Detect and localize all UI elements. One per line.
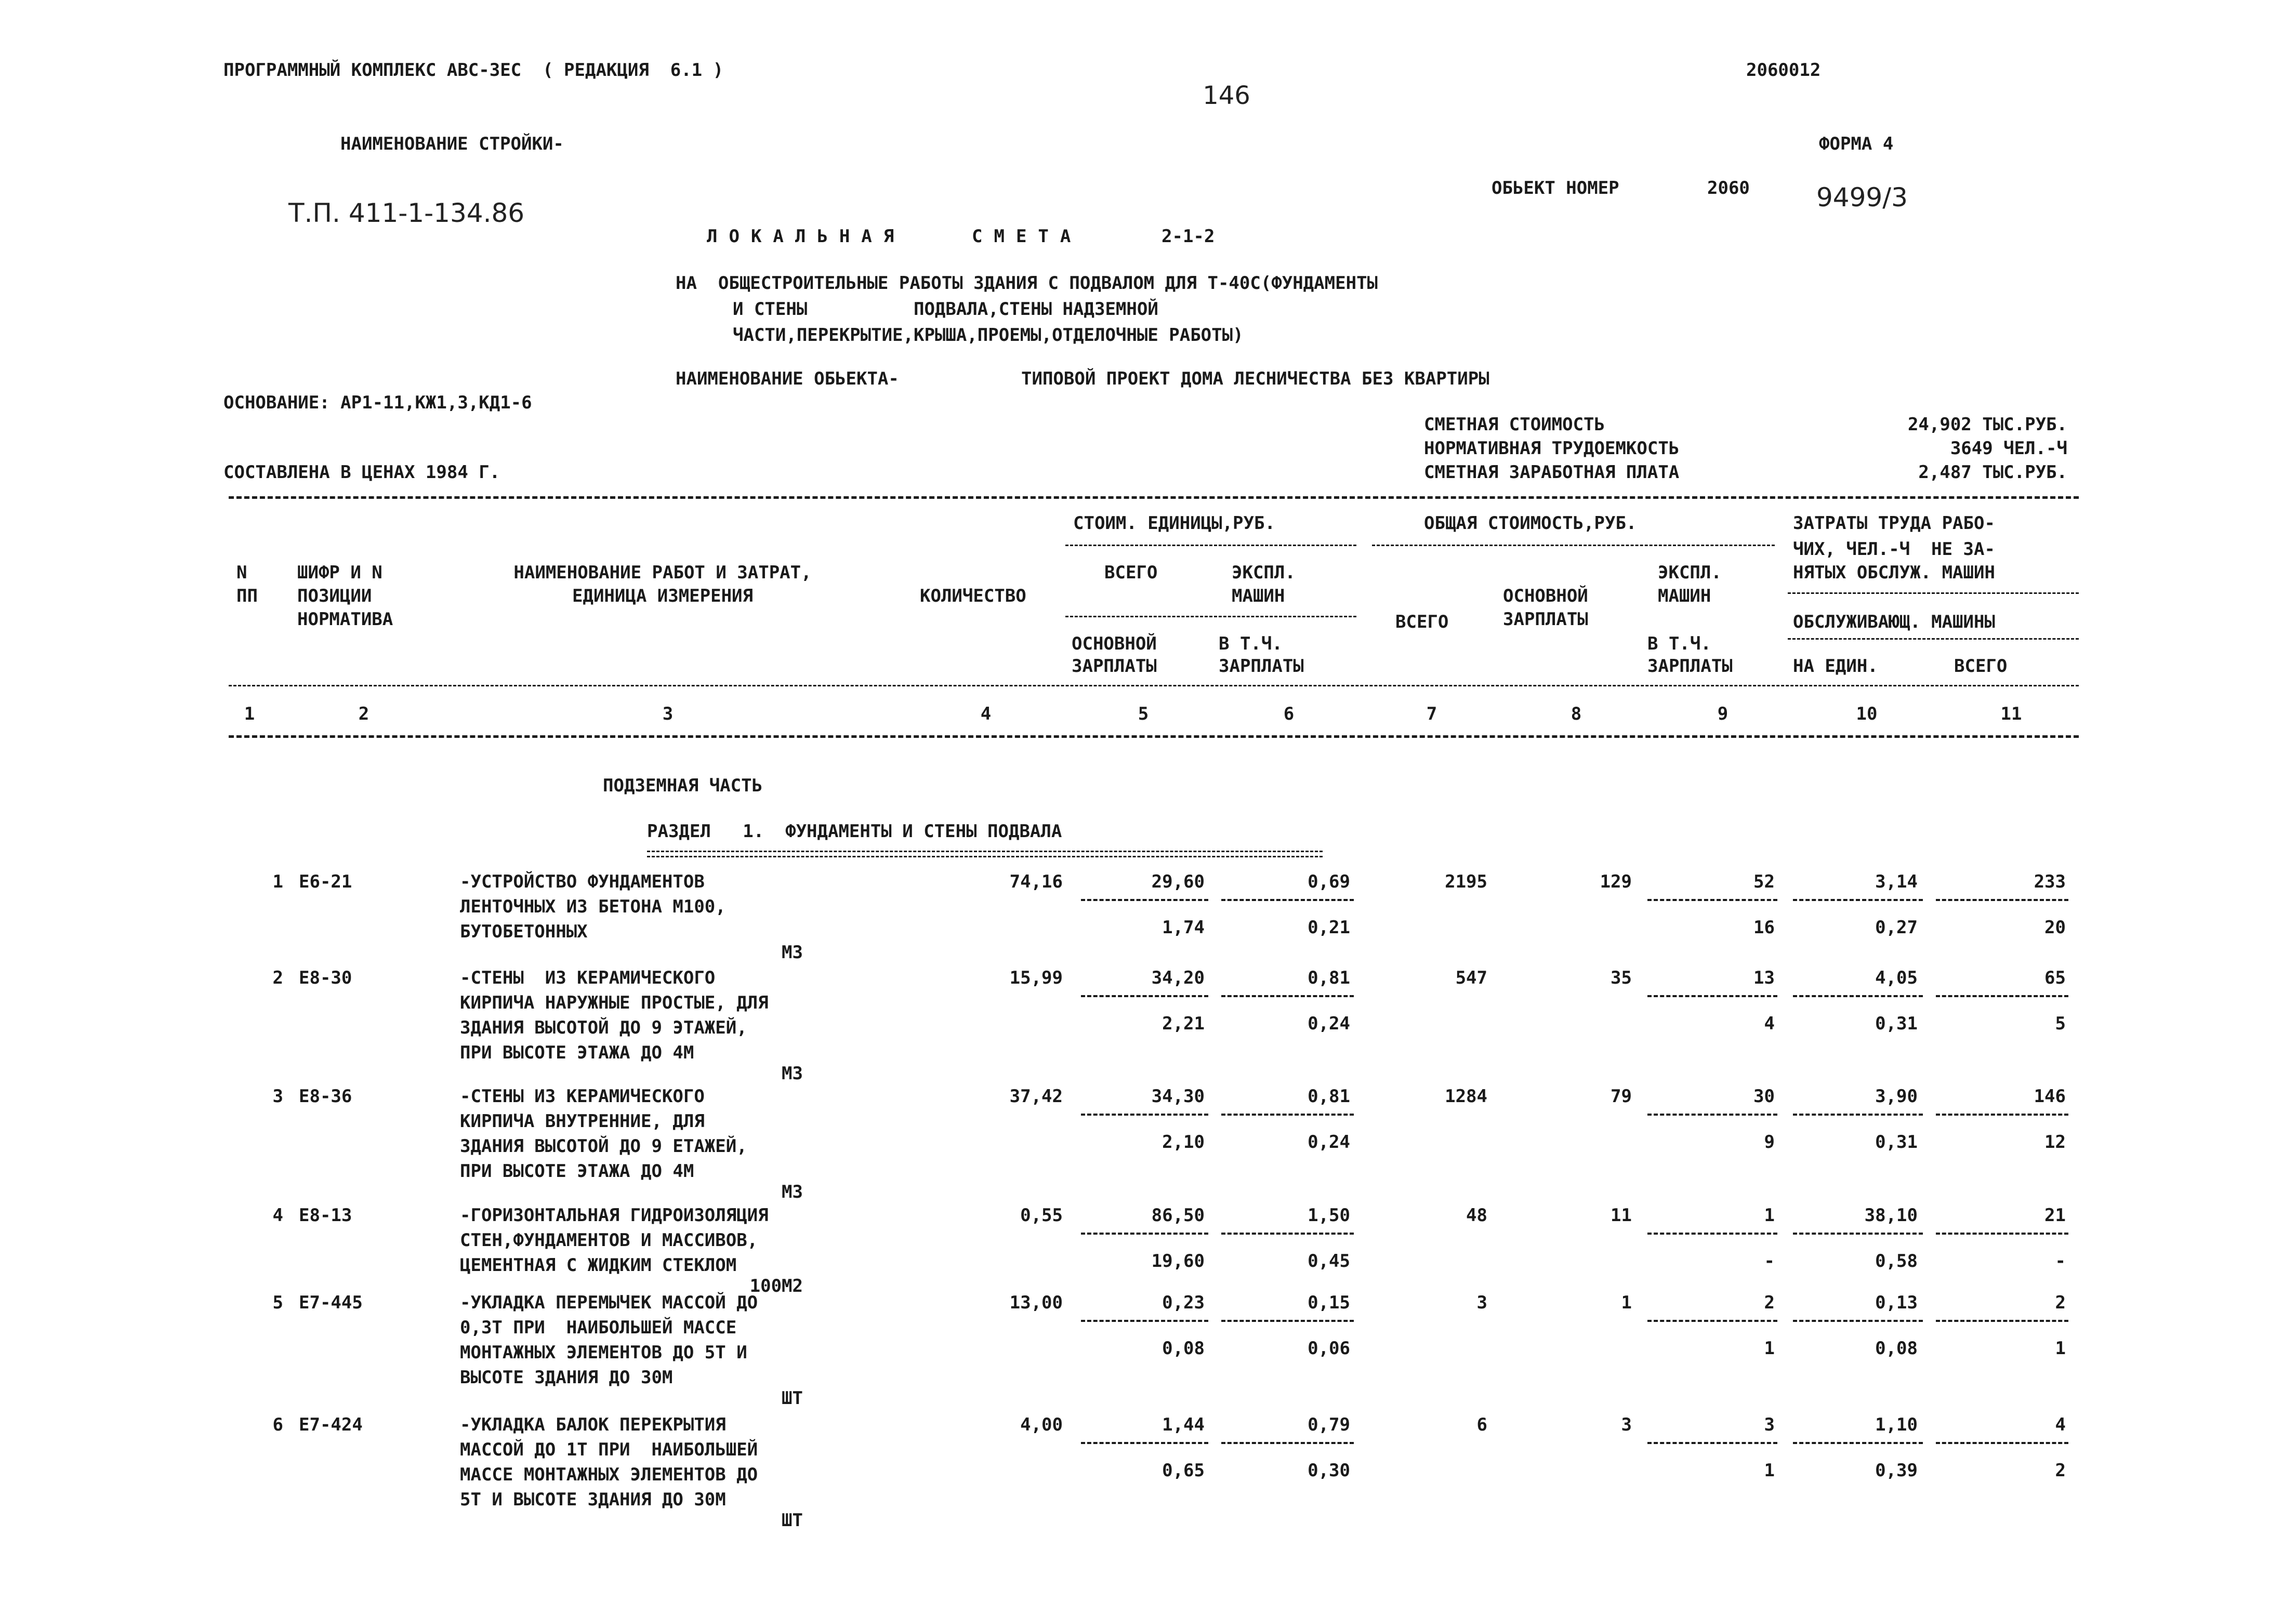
labor-divider [1788,592,2079,594]
section-title: РАЗДЕЛ 1. ФУНДАМЕНТЫ И СТЕНЫ ПОДВАЛА [647,821,1062,842]
row-divider [1936,899,2068,901]
work-description-line-1: НА ОБЩЕСТРОИТЕЛЬНЫЕ РАБОТЫ ЗДАНИЯ С ПОДВАЛОМ ДЛЯ Т-40С(ФУНДАМЕНТЫ [676,273,1378,294]
document-code: 2060012 [1746,60,1821,81]
col-2-line-3: НОРМАТИВА [297,609,393,630]
col-number-4: 4 [980,704,992,724]
row-name-line: ЦЕМЕНТНАЯ С ЖИДКИМ СТЕКЛОМ [460,1255,737,1276]
document-title: ЛОКАЛЬНАЯ [707,226,906,247]
col-1-line-2: ПП [236,586,258,606]
row-divider [1936,1320,2068,1322]
col-number-1: 1 [244,704,255,724]
form-number: ФОРМА 4 [1819,134,1894,154]
row-quantity: 0,55 [1020,1205,1063,1226]
row-number: 3 [272,1086,283,1107]
row-machine-total: 1 [2055,1338,2066,1359]
work-description-line-2: И СТЕНЫ ПОДВАЛА,СТЕНЫ НАДЗЕМНОЙ [733,299,1158,320]
object-name-label: НАИМЕНОВАНИЕ ОБЬЕКТА- [676,368,899,389]
labor-divider-2 [1788,638,2079,640]
col-2-line-1: ШИФР И N [297,562,382,583]
object-name: ТИПОВОЙ ПРОЕКТ ДОМА ЛЕСНИЧЕСТВА БЕЗ КВАРТИРЫ [1021,368,1489,389]
total-value-1: 24,902 ТЫС.РУБ. [1907,414,2067,435]
unit-cost-expl-2: МАШИН [1232,586,1285,606]
row-labor-total: 146 [2034,1086,2066,1107]
unit-cost-group: СТОИМ. ЕДИНИЦЫ,РУБ. [1073,513,1275,534]
total-expl-2: МАШИН [1658,586,1711,606]
row-code: Е8-30 [299,968,352,988]
total-value-3: 2,487 ТЫС.РУБ. [1918,462,2067,483]
row-divider [1793,1233,1923,1235]
row-unit: 100М2 [749,1276,803,1296]
unit-incl-2: ЗАРПЛАТЫ [1219,656,1304,677]
row-unit-expl: 0,81 [1308,968,1350,988]
col-number-9: 9 [1717,704,1728,724]
row-unit-total: 86,50 [1151,1205,1205,1226]
row-labor-total: 21 [2044,1205,2066,1226]
row-expl: 13 [1753,968,1775,988]
header-rule-top [229,496,2079,499]
row-name-line: КИРПИЧА ВНУТРЕННИЕ, ДЛЯ [460,1111,705,1132]
row-divider [1221,1320,1354,1322]
row-divider [1936,1442,2068,1444]
row-divider [1081,1114,1208,1116]
row-labor-unit: 0,13 [1875,1292,1918,1313]
row-unit-wages: 0,65 [1162,1460,1205,1481]
row-wages: 129 [1600,871,1632,892]
row-unit: ШТ [782,1510,803,1531]
row-machine-unit: 0,31 [1875,1132,1918,1153]
estimate-number: 2-1-2 [1162,226,1215,247]
row-total: 3 [1476,1292,1487,1313]
row-unit-expl: 0,15 [1308,1292,1350,1313]
row-wages: 79 [1611,1086,1632,1107]
row-quantity: 15,99 [1009,968,1063,988]
row-divider [1793,995,1923,997]
labor-line-2: ЧИХ, ЧЕЛ.-Ч НЕ ЗА- [1793,539,1995,560]
row-name-line: МОНТАЖНЫХ ЭЛЕМЕНТОВ ДО 5Т И [460,1342,747,1363]
row-divider [1936,1114,2068,1116]
col-number-11: 11 [2000,704,2022,724]
unit-cost-divider-2 [1065,616,1356,617]
total-cost-divider [1372,545,1775,546]
row-name-line: ЗДАНИЯ ВЫСОТОЙ ДО 9 ЭТАЖЕЙ, [460,1017,747,1038]
row-divider [1647,899,1777,901]
row-name-line: 5Т И ВЫСОТЕ ЗДАНИЯ ДО 30М [460,1489,726,1510]
row-unit-total: 1,44 [1162,1414,1205,1435]
row-expl-wages: 16 [1753,917,1775,938]
construction-name-label: НАИМЕНОВАНИЕ СТРОЙКИ- [340,134,564,154]
col-1-line-1: N [236,562,247,583]
row-unit-expl: 1,50 [1308,1205,1350,1226]
row-divider [1081,1320,1208,1322]
row-name-line: ВЫСОТЕ ЗДАНИЯ ДО 30М [460,1367,673,1388]
row-machine-total: 12 [2044,1132,2066,1153]
row-code: Е7-424 [299,1414,363,1435]
row-name-line: СТЕН,ФУНДАМЕНТОВ И МАССИВОВ, [460,1230,758,1251]
row-quantity: 13,00 [1009,1292,1063,1313]
row-name-line: МАССОЙ ДО 1Т ПРИ НАИБОЛЬШЕЙ [460,1439,758,1460]
row-name-line: ЛЕНТОЧНЫХ ИЗ БЕТОНА М100, [460,896,726,917]
row-name-line: -УКЛАДКА БАЛОК ПЕРЕКРЫТИЯ [460,1414,726,1435]
row-labor-total: 2 [2055,1292,2066,1313]
row-unit-wages: 2,21 [1162,1013,1205,1034]
row-unit: ШТ [782,1388,803,1409]
total-wages-2: ЗАРПЛАТЫ [1503,609,1588,630]
row-code: Е6-21 [299,871,352,892]
row-machine-unit: 0,31 [1875,1013,1918,1034]
row-unit-expl: 0,79 [1308,1414,1350,1435]
row-unit-wages-incl: 0,24 [1308,1013,1350,1034]
total-label-1: СМЕТНАЯ СТОИМОСТЬ [1424,414,1605,435]
row-code: Е8-13 [299,1205,352,1226]
row-machine-unit: 0,27 [1875,917,1918,938]
row-expl: 2 [1764,1292,1775,1313]
row-divider [1647,1233,1777,1235]
row-divider [1793,1320,1923,1322]
page-number: 146 [1203,81,1250,110]
unit-cost-divider [1065,545,1356,546]
row-divider [1081,995,1208,997]
row-divider [1647,995,1777,997]
row-name-line: 0,3Т ПРИ НАИБОЛЬШЕЙ МАССЕ [460,1317,737,1338]
row-divider [1221,995,1354,997]
row-wages: 1 [1621,1292,1632,1313]
row-divider [1936,1233,2068,1235]
row-name-line: ПРИ ВЫСОТЕ ЭТАЖА ДО 4М [460,1042,694,1063]
row-labor-unit: 3,14 [1875,871,1918,892]
row-wages: 35 [1611,968,1632,988]
row-total: 2195 [1445,871,1487,892]
row-expl-wages: 4 [1764,1013,1775,1034]
row-machine-total: 5 [2055,1013,2066,1034]
total-incl-1: В Т.Ч. [1647,633,1711,654]
row-unit-wages: 2,10 [1162,1132,1205,1153]
row-labor-total: 65 [2044,968,2066,988]
row-total: 1284 [1445,1086,1487,1107]
row-number: 6 [272,1414,283,1435]
labor-service-machines: ОБСЛУЖИВАЮЩ. МАШИНЫ [1793,612,1995,632]
row-divider [1647,1320,1777,1322]
row-unit: М3 [782,942,803,963]
row-machine-total: - [2055,1251,2066,1272]
row-name-line: -СТЕНЫ ИЗ КЕРАМИЧЕСКОГО [460,968,716,988]
total-expl-1: ЭКСПЛ. [1658,562,1722,583]
row-unit-wages-incl: 0,21 [1308,917,1350,938]
row-quantity: 74,16 [1009,871,1063,892]
row-wages: 11 [1611,1205,1632,1226]
row-machine-unit: 0,39 [1875,1460,1918,1481]
col-number-6: 6 [1283,704,1295,724]
row-unit: М3 [782,1063,803,1084]
row-unit-wages-incl: 0,30 [1308,1460,1350,1481]
row-labor-total: 4 [2055,1414,2066,1435]
row-divider [1081,1442,1208,1444]
row-expl: 30 [1753,1086,1775,1107]
row-total: 48 [1466,1205,1487,1226]
row-machine-total: 2 [2055,1460,2066,1481]
section-part: ПОДЗЕМНАЯ ЧАСТЬ [603,775,763,796]
section-underline-2 [647,856,1323,857]
row-expl: 1 [1764,1205,1775,1226]
row-labor-unit: 38,10 [1864,1205,1918,1226]
row-labor-unit: 4,05 [1875,968,1918,988]
col-number-2: 2 [358,704,370,724]
row-name-line: КИРПИЧА НАРУЖНЫЕ ПРОСТЫЕ, ДЛЯ [460,992,769,1013]
unit-wages-2: ЗАРПЛАТЫ [1072,656,1157,677]
row-unit-wages: 0,08 [1162,1338,1205,1359]
row-divider [1081,1233,1208,1235]
labor-line-3: НЯТЫХ ОБСЛУЖ. МАШИН [1793,562,1995,583]
row-divider [1221,1442,1354,1444]
handwritten-project-code: Т.П. 411-1-134.86 [288,198,525,228]
row-machine-unit: 0,08 [1875,1338,1918,1359]
row-quantity: 4,00 [1020,1414,1063,1435]
row-expl-wages: 9 [1764,1132,1775,1153]
row-expl: 52 [1753,871,1775,892]
row-number: 2 [272,968,283,988]
row-unit-wages-incl: 0,06 [1308,1338,1350,1359]
row-expl: 3 [1764,1414,1775,1435]
row-name-line: МАССЕ МОНТАЖНЫХ ЭЛЕМЕНТОВ ДО [460,1464,758,1485]
total-label-3: СМЕТНАЯ ЗАРАБОТНАЯ ПЛАТА [1424,462,1680,483]
col-number-8: 8 [1571,704,1582,724]
labor-line-1: ЗАТРАТЫ ТРУДА РАБО- [1793,513,1995,534]
total-wages-1: ОСНОВНОЙ [1503,586,1588,606]
row-unit-wages: 1,74 [1162,917,1205,938]
row-total: 547 [1455,968,1487,988]
row-unit-total: 34,20 [1151,968,1205,988]
row-unit-total: 0,23 [1162,1292,1205,1313]
basis: ОСНОВАНИЕ: АР1-11,КЖ1,3,КД1-6 [223,392,532,413]
row-code: Е8-36 [299,1086,352,1107]
row-divider [1221,899,1354,901]
prices-year: СОСТАВЛЕНА В ЦЕНАХ 1984 Г. [223,462,500,483]
header-rule-mid [229,685,2079,686]
row-unit-total: 29,60 [1151,871,1205,892]
row-divider [1647,1114,1777,1116]
row-labor-unit: 1,10 [1875,1414,1918,1435]
row-divider [1793,1114,1923,1116]
unit-cost-expl-1: ЭКСПЛ. [1232,562,1296,583]
document-title-2: СМЕТА [972,226,1083,247]
row-name-line: -СТЕНЫ ИЗ КЕРАМИЧЕСКОГО [460,1086,705,1107]
row-divider [1081,899,1208,901]
row-wages: 3 [1621,1414,1632,1435]
col-number-10: 10 [1856,704,1878,724]
col-number-5: 5 [1138,704,1149,724]
row-name-line: -УСТРОЙСТВО ФУНДАМЕНТОВ [460,871,705,892]
work-description-line-3: ЧАСТИ,ПЕРЕКРЫТИЕ,КРЫША,ПРОЕМЫ,ОТДЕЛОЧНЫЕ РАБОТЫ) [733,325,1244,346]
row-expl-wages: 1 [1764,1338,1775,1359]
unit-incl-1: В Т.Ч. [1219,633,1283,654]
unit-cost-total: ВСЕГО [1104,562,1158,583]
row-unit: М3 [782,1182,803,1202]
col-3-line-1: НАИМЕНОВАНИЕ РАБОТ И ЗАТРАТ, [513,562,812,583]
col-number-7: 7 [1426,704,1437,724]
row-divider [1936,995,2068,997]
row-unit-wages: 19,60 [1151,1251,1205,1272]
total-cost-group: ОБЩАЯ СТОИМОСТЬ,РУБ. [1424,513,1637,534]
row-name-line: ЗДАНИЯ ВЫСОТОЙ ДО 9 ЕТАЖЕЙ, [460,1136,747,1157]
unit-wages-1: ОСНОВНОЙ [1072,633,1157,654]
row-quantity: 37,42 [1009,1086,1063,1107]
handwritten-reference: 9499/3 [1816,182,1908,213]
row-machine-total: 20 [2044,917,2066,938]
total-value-2: 3649 ЧЕЛ.-Ч [1950,438,2067,459]
labor-total: ВСЕГО [1954,656,2008,677]
object-number: 2060 [1707,178,1750,198]
row-name-line: -ГОРИЗОНТАЛЬНАЯ ГИДРОИЗОЛЯЦИЯ [460,1205,769,1226]
row-total: 6 [1476,1414,1487,1435]
labor-per-unit: НА ЕДИН. [1793,656,1878,677]
col-3-line-2: ЕДИНИЦА ИЗМЕРЕНИЯ [572,586,753,606]
header-rule-bottom [229,735,2079,738]
row-unit-wages-incl: 0,24 [1308,1132,1350,1153]
row-number: 1 [272,871,283,892]
col-4-quantity: КОЛИЧЕСТВО [920,586,1026,606]
row-labor-unit: 3,90 [1875,1086,1918,1107]
row-unit-wages-incl: 0,45 [1308,1251,1350,1272]
row-expl-wages: - [1764,1251,1775,1272]
program-title: ПРОГРАММНЫЙ КОМПЛЕКС АВС-ЗЕС ( РЕДАКЦИЯ 6.1 ) [223,60,724,81]
row-unit-total: 34,30 [1151,1086,1205,1107]
row-unit-expl: 0,81 [1308,1086,1350,1107]
row-unit-expl: 0,69 [1308,871,1350,892]
col-number-3: 3 [662,704,674,724]
row-name-line: -УКЛАДКА ПЕРЕМЫЧЕК МАССОЙ ДО [460,1292,758,1313]
row-divider [1221,1233,1354,1235]
row-name-line: БУТОБЕТОННЫХ [460,921,588,942]
row-code: Е7-445 [299,1292,363,1313]
total-label-2: НОРМАТИВНАЯ ТРУДОЕМКОСТЬ [1424,438,1680,459]
row-expl-wages: 1 [1764,1460,1775,1481]
row-divider [1221,1114,1354,1116]
row-divider [1647,1442,1777,1444]
section-underline [647,851,1323,852]
row-labor-total: 233 [2034,871,2066,892]
total-cost-all: ВСЕГО [1395,612,1449,632]
row-number: 5 [272,1292,283,1313]
row-divider [1793,899,1923,901]
row-divider [1793,1442,1923,1444]
row-machine-unit: 0,58 [1875,1251,1918,1272]
total-incl-2: ЗАРПЛАТЫ [1647,656,1733,677]
row-number: 4 [272,1205,283,1226]
col-2-line-2: ПОЗИЦИИ [297,586,372,606]
object-number-label: ОБЬЕКТ НОМЕР [1492,178,1619,198]
row-name-line: ПРИ ВЫСОТЕ ЭТАЖА ДО 4М [460,1161,694,1182]
